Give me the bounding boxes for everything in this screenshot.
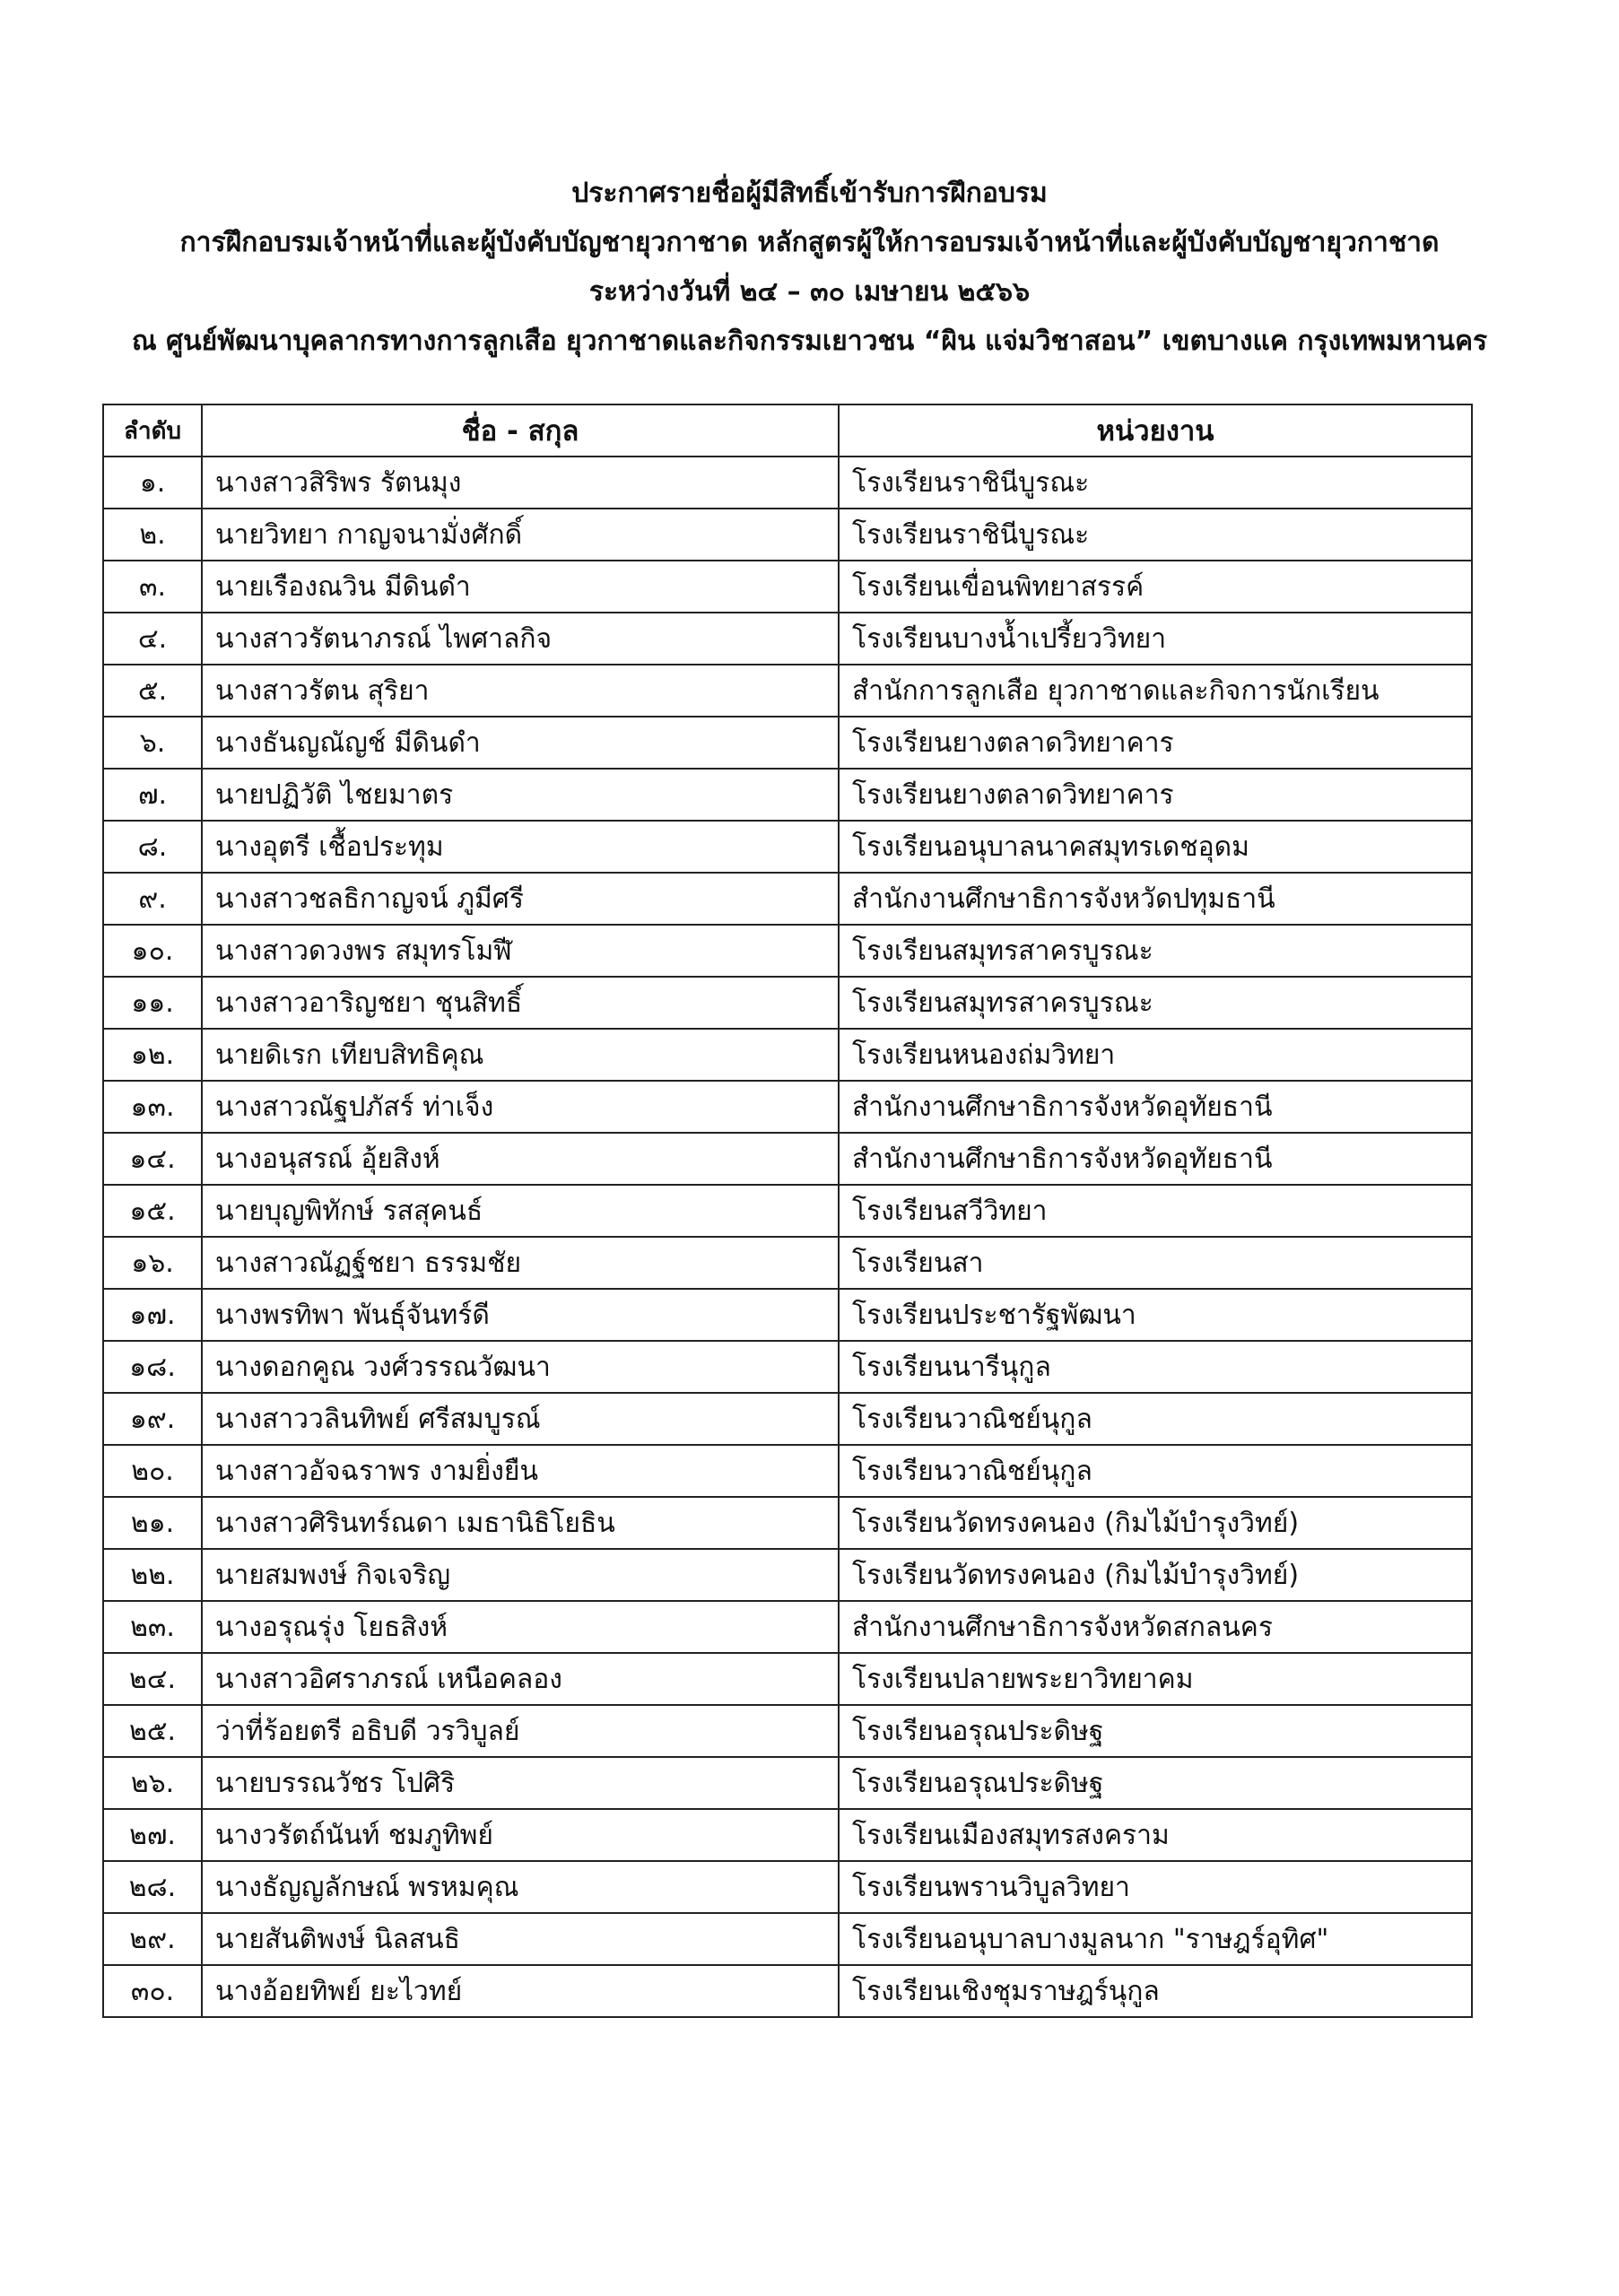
row-number: ๘. xyxy=(103,821,202,873)
table-row xyxy=(103,1289,1472,1341)
row-number: ๑๓. xyxy=(103,1081,202,1133)
row-number: ๗. xyxy=(103,769,202,821)
participant-name: นางสาววลินทิพย์ ศรีสมบูรณ์ xyxy=(202,1393,839,1445)
organization-name: โรงเรียนปลายพระยาวิทยาคม xyxy=(839,1653,1472,1705)
organization-name: โรงเรียนเชิงชุมราษฎร์นุกูล xyxy=(839,1965,1472,2017)
training-dates: ระหว่างวันที่ ๒๔ – ๓๐ เมษายน ๒๕๖๖ xyxy=(588,276,1031,308)
row-number: ๒๓. xyxy=(103,1601,202,1653)
participant-name: นางธัญญลักษณ์ พรหมคุณ xyxy=(202,1861,839,1913)
participant-name: นางดอกคูณ วงศ์วรรณวัฒนา xyxy=(202,1341,839,1393)
organization-name: โรงเรียนวัดทรงคนอง (กิมไม้บำรุงวิทย์) xyxy=(839,1497,1472,1549)
organization-name: โรงเรียนอนุบาลนาคสมุทรเดชอุดม xyxy=(839,821,1472,873)
table-row xyxy=(103,1757,1472,1809)
table-row xyxy=(103,509,1472,561)
organization-name: สำนักงานศึกษาธิการจังหวัดอุทัยธานี xyxy=(839,1133,1472,1185)
row-number: ๒๕. xyxy=(103,1705,202,1757)
table-row xyxy=(103,1445,1472,1497)
participant-name: นางสาวอิศราภรณ์ เหนือคลอง xyxy=(202,1653,839,1705)
row-number: ๕. xyxy=(103,665,202,717)
course-name: การฝึกอบรมเจ้าหน้าที่และผู้บังคับบัญชายุวกาชาด หลักสูตรผู้ให้การอบรมเจ้าหน้าที่และผู้บังคับบัญชายุวกาชาด xyxy=(179,227,1440,258)
table-row xyxy=(103,717,1472,769)
participant-name: นางอนุสรณ์ อุ้ยสิงห์ xyxy=(202,1133,839,1185)
row-number: ๑. xyxy=(103,457,202,509)
table-row xyxy=(103,873,1472,925)
table-row xyxy=(103,1549,1472,1601)
organization-name: โรงเรียนราชินีบูรณะ xyxy=(839,457,1472,509)
row-number: ๒๐. xyxy=(103,1445,202,1497)
participant-name: นางสาวรัตนาภรณ์ ไพศาลกิจ xyxy=(202,613,839,665)
participant-table xyxy=(102,404,1473,2018)
row-number: ๑๐. xyxy=(103,925,202,977)
table-row xyxy=(103,1081,1472,1133)
row-number: ๒. xyxy=(103,509,202,561)
organization-name: โรงเรียนอรุณประดิษฐ xyxy=(839,1757,1472,1809)
participant-name: นายวิทยา กาญจนามั่งศักดิ์ xyxy=(202,509,839,561)
participant-name: นางสาวศิรินทร์ณดา เมธานิธิโยธิน xyxy=(202,1497,839,1549)
table-row xyxy=(103,1705,1472,1757)
table-row xyxy=(103,1601,1472,1653)
table-row xyxy=(103,821,1472,873)
organization-name: สำนักงานศึกษาธิการจังหวัดสกลนคร xyxy=(839,1601,1472,1653)
table-row xyxy=(103,1237,1472,1289)
announcement-title: ประกาศรายชื่อผู้มีสิทธิ์เข้ารับการฝึกอบรม xyxy=(571,178,1048,209)
table-row xyxy=(103,1341,1472,1393)
column-header-name: ชื่อ - สกุล xyxy=(202,404,839,457)
participant-name: นางสาวสิริพร รัตนมุง xyxy=(202,457,839,509)
row-number: ๑๖. xyxy=(103,1237,202,1289)
participant-name: นางสาวณัฐปภัสร์ ท่าเจ็ง xyxy=(202,1081,839,1133)
table-row xyxy=(103,1185,1472,1237)
organization-name: โรงเรียนพรานวิบูลวิทยา xyxy=(839,1861,1472,1913)
row-number: ๓. xyxy=(103,561,202,613)
organization-name: สำนักงานศึกษาธิการจังหวัดปทุมธานี xyxy=(839,873,1472,925)
table-row xyxy=(103,1861,1472,1913)
row-number: ๒๗. xyxy=(103,1809,202,1861)
participant-name: นางสาวชลธิกาญจน์ ภูมีศรี xyxy=(202,873,839,925)
organization-name: โรงเรียนสมุทรสาครบูรณะ xyxy=(839,925,1472,977)
row-number: ๒๔. xyxy=(103,1653,202,1705)
table-row xyxy=(103,613,1472,665)
training-venue: ณ ศูนย์พัฒนาบุคลากรทางการลูกเสือ ยุวกาชาดและกิจกรรมเยาวชน “ผิน แจ่มวิชาสอน” เขตบางแค กรุงเทพมหานคร xyxy=(131,326,1488,357)
row-number: ๒๘. xyxy=(103,1861,202,1913)
participant-name: ว่าที่ร้อยตรี อธิบดี วรวิบูลย์ xyxy=(202,1705,839,1757)
row-number: ๑๕. xyxy=(103,1185,202,1237)
table-row xyxy=(103,1913,1472,1965)
organization-name: โรงเรียนนารีนุกูล xyxy=(839,1341,1472,1393)
organization-name: โรงเรียนยางตลาดวิทยาคาร xyxy=(839,769,1472,821)
table-row xyxy=(103,1133,1472,1185)
table-row xyxy=(103,1393,1472,1445)
organization-name: โรงเรียนสวีวิทยา xyxy=(839,1185,1472,1237)
table-row xyxy=(103,457,1472,509)
organization-name: โรงเรียนสมุทรสาครบูรณะ xyxy=(839,977,1472,1029)
organization-name: โรงเรียนราชินีบูรณะ xyxy=(839,509,1472,561)
table-row xyxy=(103,925,1472,977)
column-header-unit: หน่วยงาน xyxy=(839,404,1472,457)
organization-name: โรงเรียนวัดทรงคนอง (กิมไม้บำรุงวิทย์) xyxy=(839,1549,1472,1601)
organization-name: โรงเรียนสา xyxy=(839,1237,1472,1289)
participant-name: นายบุญพิทักษ์ รสสุคนธ์ xyxy=(202,1185,839,1237)
row-number: ๒๑. xyxy=(103,1497,202,1549)
table-row xyxy=(103,769,1472,821)
row-number: ๑๙. xyxy=(103,1393,202,1445)
table-row xyxy=(103,1029,1472,1081)
table-body xyxy=(103,457,1472,2017)
organization-name: โรงเรียนเขื่อนพิทยาสรรค์ xyxy=(839,561,1472,613)
organization-name: โรงเรียนอนุบาลบางมูลนาก "ราษฎร์อุทิศ" xyxy=(839,1913,1472,1965)
row-number: ๑๗. xyxy=(103,1289,202,1341)
participant-name: นางสาวรัตน สุริยา xyxy=(202,665,839,717)
row-number: ๒๒. xyxy=(103,1549,202,1601)
row-number: ๑๑. xyxy=(103,977,202,1029)
row-number: ๑๘. xyxy=(103,1341,202,1393)
row-number: ๑๒. xyxy=(103,1029,202,1081)
row-number: ๒๙. xyxy=(103,1913,202,1965)
row-number: ๖. xyxy=(103,717,202,769)
table-row xyxy=(103,977,1472,1029)
row-number: ๓๐. xyxy=(103,1965,202,2017)
row-number: ๔. xyxy=(103,613,202,665)
organization-name: โรงเรียนบางน้ำเปรี้ยววิทยา xyxy=(839,613,1472,665)
organization-name: โรงเรียนอรุณประดิษฐ xyxy=(839,1705,1472,1757)
participant-name: นางสาวณัฏฐ์ชยา ธรรมชัย xyxy=(202,1237,839,1289)
participant-name: นางสาวดวงพร สมุทรโมฬี xyxy=(202,925,839,977)
participant-name: นางวรัตถ์นันท์ ชมภูทิพย์ xyxy=(202,1809,839,1861)
organization-name: สำนักงานศึกษาธิการจังหวัดอุทัยธานี xyxy=(839,1081,1472,1133)
table-row xyxy=(103,1653,1472,1705)
table-row xyxy=(103,1809,1472,1861)
organization-name: โรงเรียนวาณิชย์นุกูล xyxy=(839,1445,1472,1497)
announcement-header xyxy=(0,169,1619,366)
organization-name: โรงเรียนวาณิชย์นุกูล xyxy=(839,1393,1472,1445)
participant-name: นายสมพงษ์ กิจเจริญ xyxy=(202,1549,839,1601)
participant-name: นางพรทิพา พันธุ์จันทร์ดี xyxy=(202,1289,839,1341)
organization-name: สำนักการลูกเสือ ยุวกาชาดและกิจการนักเรียน xyxy=(839,665,1472,717)
participant-name: นายบรรณวัชร โปศิริ xyxy=(202,1757,839,1809)
row-number: ๙. xyxy=(103,873,202,925)
participant-name: นายดิเรก เทียบสิทธิคุณ xyxy=(202,1029,839,1081)
table-row xyxy=(103,561,1472,613)
participant-name: นางสาวอาริญชยา ชุนสิทธิ์ xyxy=(202,977,839,1029)
row-number: ๒๖. xyxy=(103,1757,202,1809)
participant-name: นายสันติพงษ์ นิลสนธิ xyxy=(202,1913,839,1965)
participant-name: นายปฏิวัติ ไชยมาตร xyxy=(202,769,839,821)
organization-name: โรงเรียนประชารัฐพัฒนา xyxy=(839,1289,1472,1341)
row-number: ๑๔. xyxy=(103,1133,202,1185)
participant-name: นายเรืองณวิน มีดินดำ xyxy=(202,561,839,613)
table-row xyxy=(103,1965,1472,2017)
organization-name: โรงเรียนเมืองสมุทรสงคราม xyxy=(839,1809,1472,1861)
participant-name: นางอ้อยทิพย์ ยะไวทย์ xyxy=(202,1965,839,2017)
participant-name: นางสาวอัจฉราพร งามยิ่งยืน xyxy=(202,1445,839,1497)
table-header-row xyxy=(103,404,1472,457)
table-row xyxy=(103,1497,1472,1549)
organization-name: โรงเรียนหนองถ่มวิทยา xyxy=(839,1029,1472,1081)
participant-name: นางอรุณรุ่ง โยธสิงห์ xyxy=(202,1601,839,1653)
participant-name: นางธันญณัญช์ มีดินดำ xyxy=(202,717,839,769)
organization-name: โรงเรียนยางตลาดวิทยาคาร xyxy=(839,717,1472,769)
participant-name: นางอุตรี เชื้อประทุม xyxy=(202,821,839,873)
table-row xyxy=(103,665,1472,717)
column-header-number: ลำดับ xyxy=(103,404,202,457)
